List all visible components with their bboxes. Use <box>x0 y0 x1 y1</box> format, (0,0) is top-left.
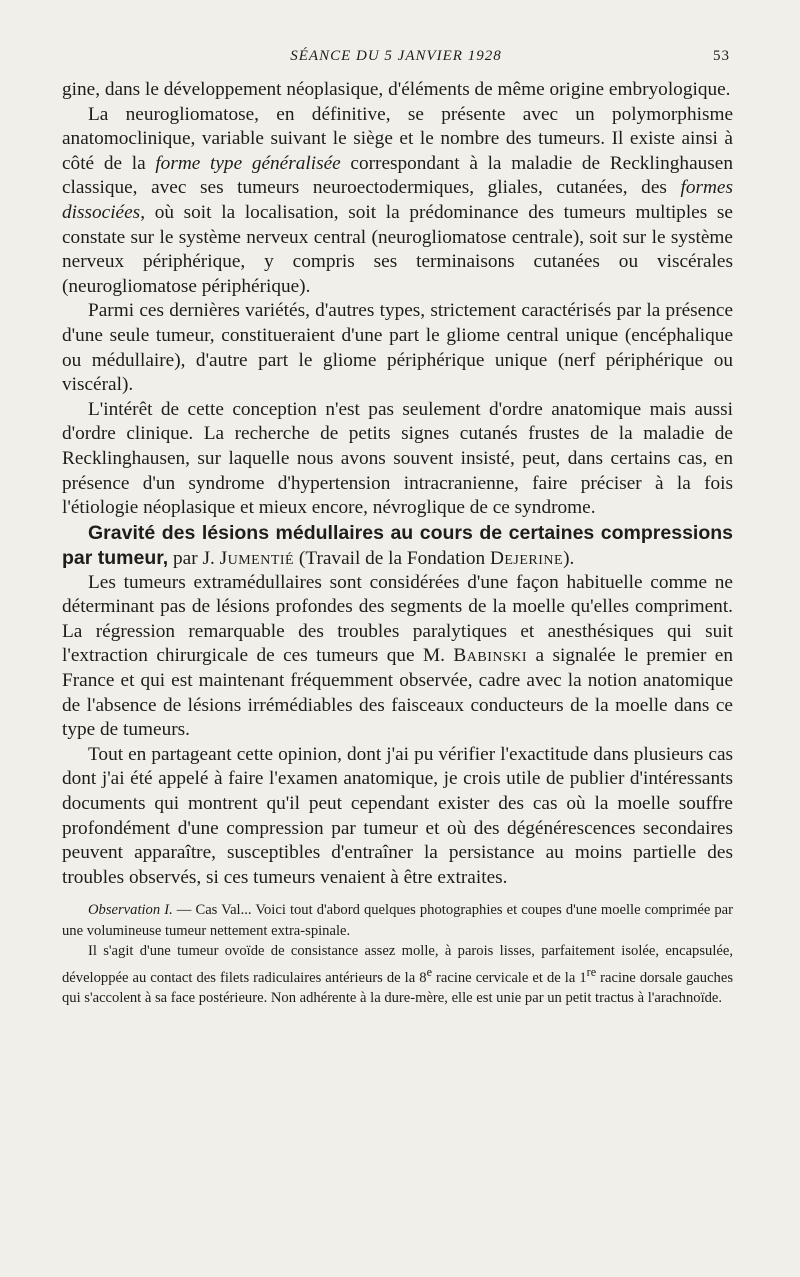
paragraph-opinion: Tout en partageant cette opinion, dont j'ai pu vérifier l'exactitude dans plusieurs cas dont j'ai été appelé à faire l'examen anatomique, je crois utile de publier d'intéressants documents qui montrent qu'il peut cependant exister des cas où la moelle souffre profondément d'une compression par tumeur et où des dégénérescences secondaires peuvent apparaître, susceptibles d'entraîner la persistance au moins partielle des troubles observés, si ces tumeurs venaient à être extraites. <box>62 743 733 888</box>
running-header <box>62 48 730 72</box>
paragraph-continuation: gine, dans le développement néoplasique, d'éléments de même origine embryologique. <box>62 79 731 100</box>
superscript: re <box>586 964 597 979</box>
person-babinski: Babinski <box>453 645 528 667</box>
paragraph-text: , où soit la localisation, soit la prédominance des tumeurs multiples se constate sur le système nerveux central (neurogliomatose centrale), soit sur le système nerveux périphérique, y compris ses terminaisons cutanées ou viscérales (neurogliomatose périphérique). <box>62 201 733 297</box>
observation-notes <box>62 900 733 1008</box>
article-title: Gravité des lésions médullaires au cours de certaines compressions par tumeur, <box>62 521 733 569</box>
page-number: 53 <box>713 48 730 64</box>
paragraph-text: a signalée le premier en France et qui est maintenant fréquemment observée, cadre avec la notion anatomique de l'absence de lésions irrémédiables des faisceaux conducteurs de la moelle dans ce type de tumeurs. <box>62 645 733 741</box>
observation-description <box>62 941 733 1008</box>
running-title: SÉANCE DU 5 JANVIER 1928 <box>290 48 502 64</box>
observation-text: — Cas Val... Voici tout d'abord quelques photographies et coupes d'une moelle comprimée par une volumineuse tumeur nettement extra-spinale. <box>62 902 734 939</box>
article-body <box>62 78 733 1008</box>
paragraph-interet: L'intérêt de cette conception n'est pas seulement d'ordre anatomique mais aussi d'ordre clinique. La recherche de petits signes cutanés frustes de la maladie de Recklinghausen, sur laquelle nous avons souvent insisté, peut, dans certains cas, en présence d'un syndrome d'hypertension intracranienne, faire préciser à la fois l'étiologie néoplasique et mieux encore, névroglique de ce syndrome. <box>62 398 733 519</box>
paragraph-text: correspondant à la maladie de Recklinghausen classique, avec ses tumeurs neuroectodermiques, gliales, cutanées, des <box>62 152 733 199</box>
paragraph-text: La neurogliomatose, en définitive, se présente avec un polymorphisme anatomoclinique, variable suivant le siège et le nombre des tumeurs. Il existe ainsi à côté de la <box>62 103 733 174</box>
paragraph-neurogliomatose <box>62 103 733 300</box>
paragraph-tumeurs <box>62 571 733 743</box>
affiliation-text: (Travail de la Fondation <box>294 547 490 569</box>
emphasis-forme-type: forme type généralisée <box>155 152 341 174</box>
affiliation-close: ). <box>563 547 575 569</box>
superscript: e <box>426 964 432 979</box>
author-name: Jumentié <box>219 547 295 569</box>
observation-intro <box>62 900 733 941</box>
note-text: Il s'agit d'une tumeur ovoïde de consistance assez molle, à parois lisses, parfaitement isolée, encapsulée, développée au contact des filets radiculaires antérieurs de la 8 <box>62 943 733 986</box>
byline-par: par J. <box>168 547 220 569</box>
note-text: racine dorsale gauches qui s'accolent à sa face postérieure. Non adhérente à la dure-mère, elle est unie par un petit tractus à l'arachnoïde. <box>62 969 733 1006</box>
emphasis-formes-dissociees: formes dissociées <box>62 177 733 223</box>
article-heading <box>62 521 733 571</box>
affiliation-name: Dejerine <box>489 547 564 569</box>
note-text: racine cervicale et de la 1 <box>431 969 587 986</box>
paragraph-text: Les tumeurs extramédullaires sont considérées d'une façon habituelle comme ne déterminant pas de lésions profondes des segments de la moelle qu'elles compriment. La régression remarquable des troubles paralytiques et anesthésiques qui suit l'extraction chirurgicale de ces tumeurs que M. <box>62 571 733 667</box>
paragraph-varietes: Parmi ces dernières variétés, d'autres types, strictement caractérisés par la présence d'une seule tumeur, constitueraient d'une part le gliome central unique (encéphalique ou médullaire), d'autre part le gliome périphérique unique (nerf périphérique ou viscéral). <box>62 300 733 396</box>
observation-label: Observation I. <box>88 902 173 919</box>
